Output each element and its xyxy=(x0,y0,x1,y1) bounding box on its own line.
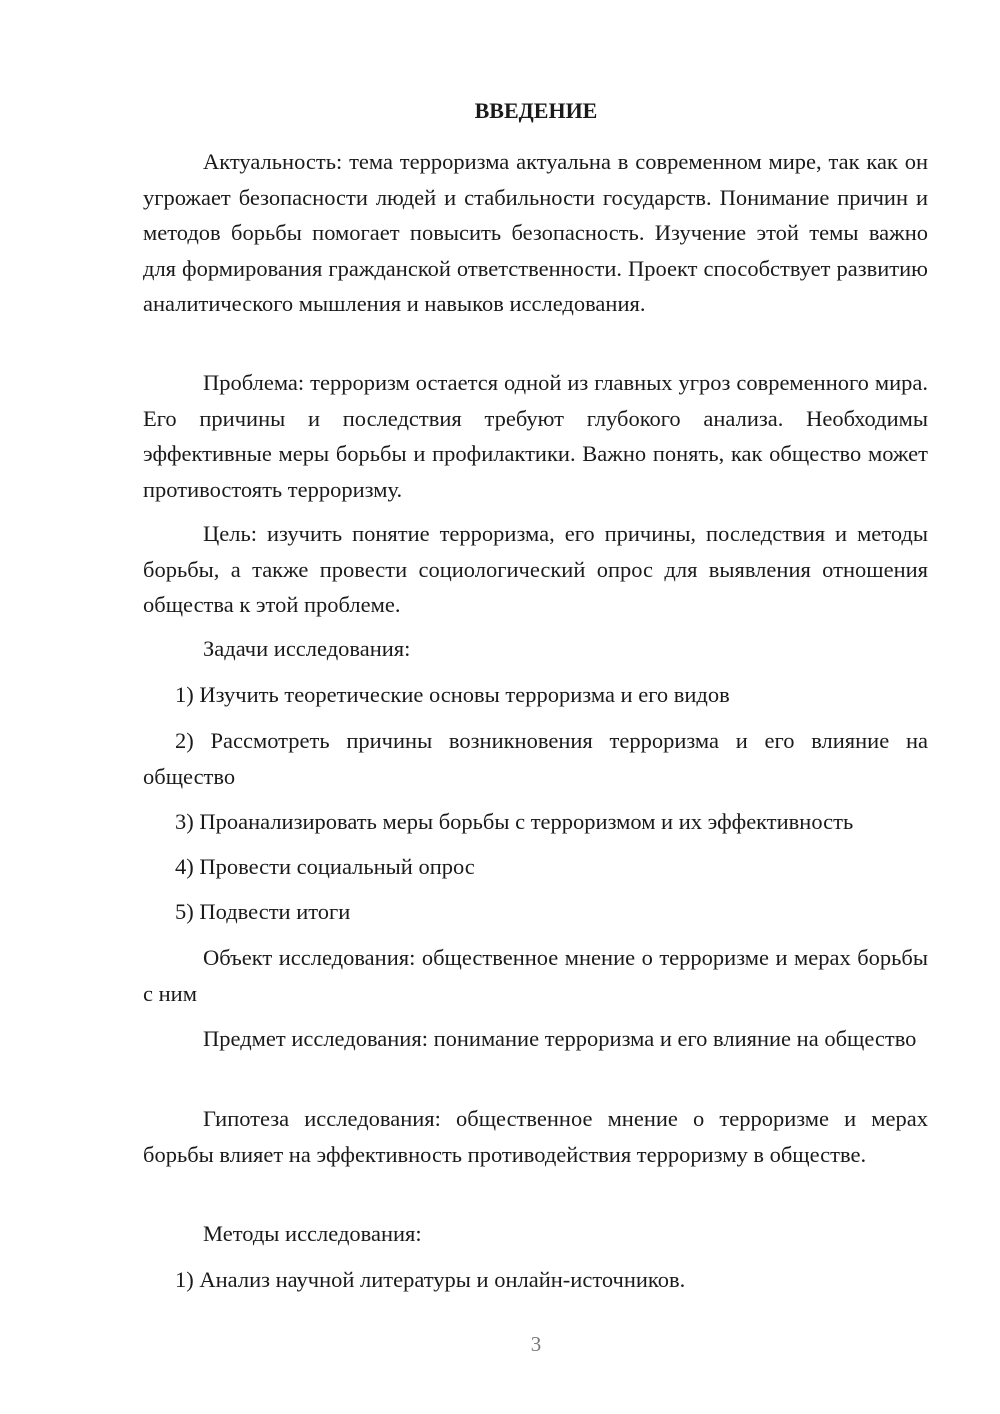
paragraph-subject: Предмет исследования: понимание терроризма и его влияние на общество xyxy=(203,1026,917,1051)
page-title: ВВЕДЕНИЕ xyxy=(474,98,598,123)
paragraph-tasks-heading: Задачи исследования: xyxy=(203,636,411,661)
paragraph-hypothesis: Гипотеза исследования: общественное мнение о терроризме и мерах борьбы влияет на эффективность противодействия терроризму в обществе. xyxy=(143,1106,928,1167)
list-item-task-4: 4) Провести социальный опрос xyxy=(175,854,475,879)
paragraph-relevance: Актуальность: тема терроризма актуальна в современном мире, так как он угрожает безопасности людей и стабильности государств. Понимание причин и методов борьбы помогает повысить безопасность. Изучение этой темы важно для формирования гражданской ответственности. Проект способствует развитию аналитического мышления и навыков исследования. xyxy=(143,149,928,316)
paragraph-methods-heading: Методы исследования: xyxy=(203,1221,422,1246)
page-number: 3 xyxy=(530,1332,542,1356)
list-item-method-1: 1) Анализ научной литературы и онлайн-источников. xyxy=(175,1267,686,1292)
list-item-task-1: 1) Изучить теоретические основы терроризма и его видов xyxy=(175,682,730,707)
paragraph-goal: Цель: изучить понятие терроризма, его причины, последствия и методы борьбы, а также провести социологический опрос для выявления отношения общества к этой проблеме. xyxy=(143,521,928,617)
paragraph-object: Объект исследования: общественное мнение о терроризме и мерах борьбы с ним xyxy=(143,945,928,1006)
paragraph-problem: Проблема: терроризм остается одной из главных угроз современного мира. Его причины и последствия требуют глубокого анализа. Необходимы эффективные меры борьбы и профилактики. Важно понять, как общество может противостоять терроризму. xyxy=(143,370,928,502)
list-item-task-5: 5) Подвести итоги xyxy=(175,899,351,924)
list-item-task-2: 2) Рассмотреть причины возникновения терроризма и его влияние на общество xyxy=(143,728,928,789)
list-item-task-3: 3) Проанализировать меры борьбы с терроризмом и их эффективность xyxy=(175,809,854,834)
